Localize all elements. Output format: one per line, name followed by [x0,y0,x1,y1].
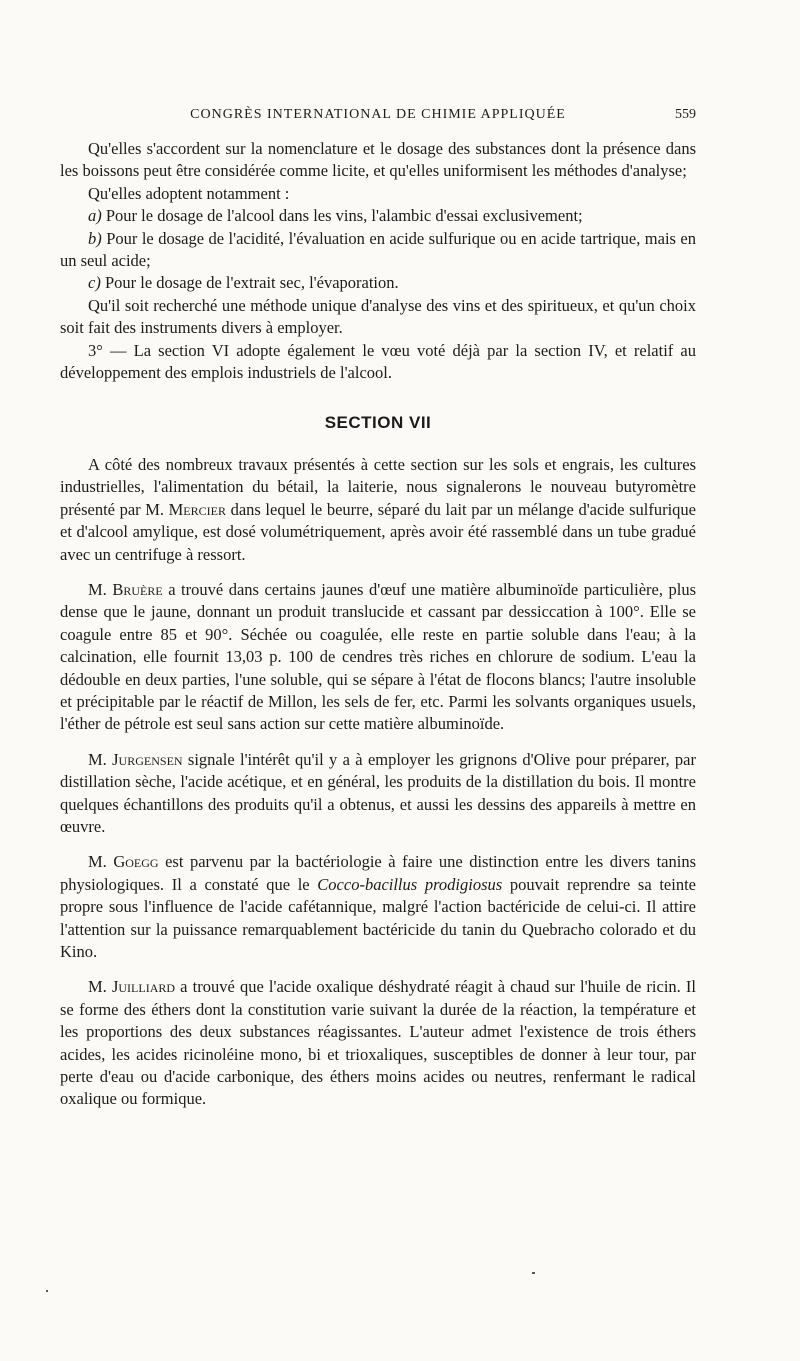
list-text: Pour le dosage de l'extrait sec, l'évaporation. [100,273,399,293]
list-label: a) [88,206,102,226]
page-body [60,138,696,1111]
text-run: M. [88,749,113,769]
paragraph [60,851,696,963]
list-text: Pour le dosage de l'acidité, l'évaluation en acide sulfurique ou en acide tartrique, mais en un seul acide; [60,228,696,271]
paragraph [60,579,696,736]
list-text: Pour le dosage de l'alcool dans les vins, l'alambic d'essai exclusivement; [101,206,583,226]
paragraph: Qu'il soit recherché une méthode unique d'analyse des vins et des spiritueux, et qu'un choix soit fait des instruments divers à employer. [60,295,696,338]
text-run: M. [88,579,113,599]
page-number: 559 [675,107,696,122]
text-run: M. [88,977,112,997]
paragraph: 3° — La section VI adopte également le vœu voté déjà par la section IV, et relatif au développement des emplois industriels de l'alcool. [60,340,696,383]
paragraph: Qu'elles s'accordent sur la nomenclature et le dosage des substances dont la présence dans les boissons peut être considérée comme licite, et qu'elles uniformisent les méthodes d'analyse; [60,139,696,181]
text-run: A côté des nombreux travaux présentés à cette section sur les sols et engrais, les cultures industrielles, l'alimentation du bétail, la laiterie, nous signalerons le nouveau butyromètre présenté par M. [60,454,696,519]
author-name: Juilliard [111,977,176,997]
list-item-c [60,272,696,294]
text-run: a trouvé dans certains jaunes d'œuf une matière albuminoïde particulière, plus dense que le jaune, donnant un produit translucide et cassant par dessiccation à 100°. Elle se coagule entre 85 et 90°. Séchée ou coagulée, elle reste en partie soluble dans l'eau; à la calcination, elle fournit 13,03 p. 100 de cendres très riches en chlorure de sodium. L'eau la dédouble en deux parties, l'une soluble, qui se sépare à l'état de flocons blancs; l'autre insoluble et précipitable par le réactif de Millon, les sels de fer, etc. Parmi les solvants organiques usuels, l'éther de pétrole est seul sans action sur cette matière albuminoïde. [60,579,697,734]
author-name: Jurgensen [112,749,183,769]
author-name: Mercier [168,499,226,519]
running-header [60,107,696,129]
paragraph: Qu'elles adoptent notamment : [88,183,290,203]
text-run: pouvait reprendre sa teinte propre sous l'influence de l'acide cafétannique, malgré l'action bactéricide de celui-ci. Il attire l'attention sur la puissance remarquablement bactéricide du tanin du Quebracho colorado et du Kino. [60,874,696,961]
list-item-a [60,205,696,227]
running-title: CONGRÈS INTERNATIONAL DE CHIMIE APPLIQUÉE [190,107,566,122]
list-label: c) [88,273,101,293]
author-name: Bruère [112,579,163,599]
text-run: M. [88,852,114,872]
author-name: Goegg [113,852,159,872]
text-run: dans lequel le beurre, séparé du lait par un mélange d'acide sulfurique et d'alcool amylique, est dosé volumétriquement, après avoir été rassemblé dans un tube gradué avec un centrifuge à ressort. [60,499,696,564]
print-speck [532,1272,535,1274]
paragraph [60,976,696,1110]
text-run: signale l'intérêt qu'il y a à employer les grignons d'Olive pour préparer, par distillation sèche, l'acide acétique, et en général, les produits de la distillation du bois. Il montre quelques échantillons des produits qu'il a obtenus, et aussi les dessins des appareils à mettre en œuvre. [60,749,696,836]
paragraph [60,454,696,566]
text-run: a trouvé que l'acide oxalique déshydraté réagit à chaud sur l'huile de ricin. Il se forme des éthers dont la constitution varie suivant la durée de la réaction, la température et les proportions des deux substances réagissantes. L'auteur admet l'existence de trois éthers acides, les acides ricinoléine mono, bi et trioxaliques, susceptibles de donner à leur tour, par perte d'eau ou d'acide carbonique, des éthers moins acides ou neutres, renfermant le radical oxalique ou formique. [60,977,697,1109]
paragraph [60,749,696,839]
list-item-b [60,228,696,273]
text-run: est parvenu par la bactériologie à faire une distinction entre les divers tanins physiologiques. Il a constaté que le [60,852,697,894]
species-name: Cocco-bacillus prodigiosus [317,874,503,894]
section-heading: SECTION VII [324,413,432,433]
print-speck [46,1290,48,1292]
list-label: b) [88,228,102,248]
